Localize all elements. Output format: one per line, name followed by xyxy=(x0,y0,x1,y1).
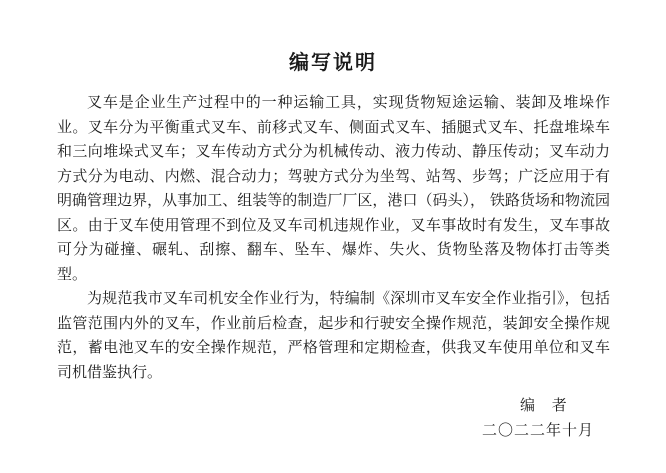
document-title: 编写说明 xyxy=(289,50,377,74)
paragraph-purpose: 为规范我市叉车司机安全作业行为，特编制《深圳市叉车安全作业指引》，包括监管范围内外的叉车，作业前后检查，起步和行驶安全操作规范，装卸安全操作规范，蓄电池叉车的安全操作规范，严格管理和定期检查，供我叉车使用单位和叉车司机借鉴执行。 xyxy=(57,289,610,381)
document-date: 二〇二二年十月 xyxy=(482,421,595,439)
author-signature: 编 者 xyxy=(520,396,573,414)
document-body xyxy=(57,90,610,384)
paragraph-intro: 叉车是企业生产过程中的一种运输工具，实现货物短途运输、装卸及堆垛作业。叉车分为平衡重式叉车、前移式叉车、侧面式叉车、插腿式叉车、托盘堆垛车和三向堆垛式叉车；叉车传动方式分为机械传动、液力传动、静压传动；叉车动力方式分为电动、内燃、混合动力；驾驶方式分为坐驾、站驾、步驾；广泛应用于有明确管理边界，从事加工、组装等的制造厂厂区，港口（码头）， 铁路货场和物流园区。由于叉车使用管理不到位及叉车司机违规作业，叉车事故时有发生，叉车事故可分为碰撞、碾轧、刮擦、翻车、坠车、爆炸、失火、货物坠落及物体打击等类型。 xyxy=(57,93,610,283)
